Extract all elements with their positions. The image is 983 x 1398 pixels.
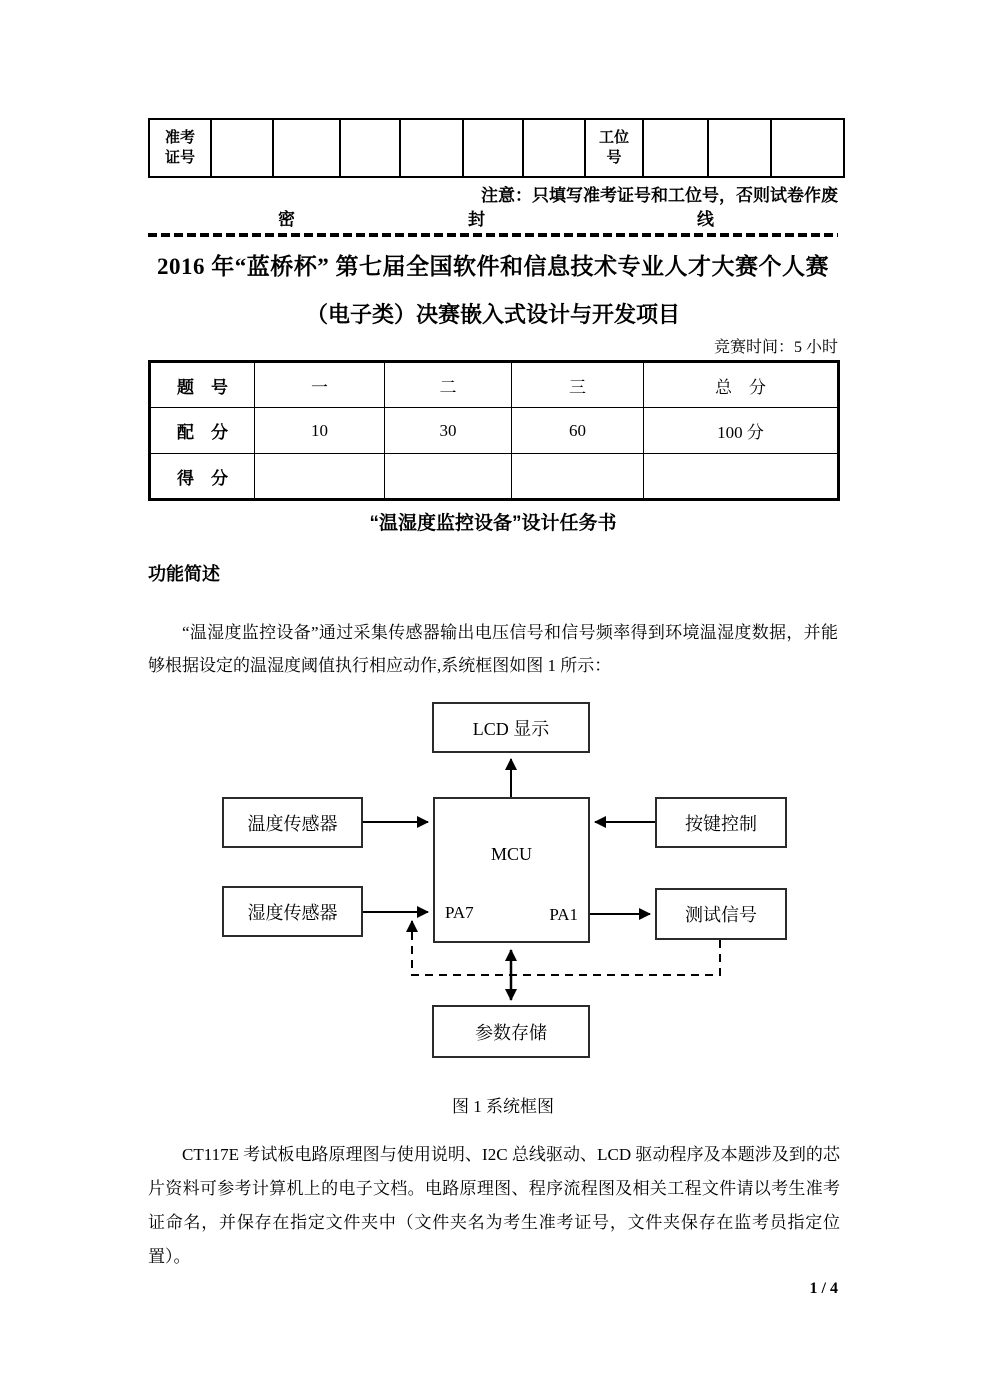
sub-title: （电子类）决赛嵌入式设计与开发项目 [305,302,680,327]
lcd-display-block: LCD 显示 [432,702,590,753]
key-control-block: 按键控制 [655,797,787,848]
intro-paragraph: “温湿度监控设备”通过采集传感器输出电压信号和信号频率得到环境温湿度数据，并能够根据设定的温湿度阈值执行相应动作,系统框图如图 1 所示： [148,623,838,675]
seal-char-feng: 封 [468,210,485,229]
score-table-earned-row [150,454,839,500]
main-title: 2016 年“蓝桥杯” 第七届全国软件和信息技术专业人才大赛个人赛 [157,254,829,279]
earned-total [644,454,839,500]
points-total: 100 分 [644,408,839,454]
diagram-caption: 图 1 系统框图 [452,1097,554,1116]
section-heading-overview: 功能简述 [148,564,220,584]
system-diagram [148,700,838,1068]
workstation-label-line1: 工位 [598,128,629,146]
score-header-label: 题 号 [150,362,255,408]
workstation-label-line2: 号 [606,149,622,166]
mcu-label: MCU [490,844,532,864]
body-paragraph: CT117E 考试板电路原理图与使用说明、I2C 总线驱动、LCD 驱动程序及本题涉及到的芯片资料可参考计算机上的电子文档。电路原理图、程序流程图及相关工程文件请以考生准考证命名，并保存在指定文件夹中（文件夹名为考生准考证号，文件夹保存在监考员指定位置）。 [148,1145,840,1266]
score-header-q2: 二 [385,362,512,408]
admission-cell [340,119,400,177]
pa1-pin-label: PA1 [549,905,578,924]
workstation-cell [643,119,708,177]
admission-cell [273,119,340,177]
admission-label-line1: 准考 [164,128,195,146]
points-label: 配 分 [150,408,255,454]
score-header-q1: 一 [255,362,385,408]
notice-text: 注意：只填写准考证号和工位号，否则试卷作废 [481,186,838,205]
earned-q1 [255,454,385,500]
seal-char-mi: 密 [278,210,295,229]
score-header-total: 总 分 [644,362,839,408]
competition-duration: 竞赛时间：5 小时 [713,339,838,356]
admission-cell [523,119,585,177]
points-q1: 10 [255,408,385,454]
dashed-cut-line [148,233,838,237]
workstation-cell [771,119,844,177]
earned-label: 得 分 [150,454,255,500]
admission-label-line2: 证号 [164,149,195,166]
earned-q2 [385,454,512,500]
param-storage-block: 参数存储 [432,1005,590,1058]
seal-line-row [148,205,838,229]
workstation-cell [708,119,771,177]
admission-number-table [148,118,845,178]
mcu-block [433,797,590,943]
humidity-sensor-block: 湿度传感器 [222,886,363,937]
task-book-title: “温湿度监控设备”设计任务书 [369,513,617,534]
score-table-points-row [150,408,839,454]
workstation-label [585,119,643,177]
admission-cell [211,119,273,177]
page-number: 1 / 4 [809,1280,838,1297]
pa7-pin-label: PA7 [445,903,474,922]
admission-cell [400,119,463,177]
temp-sensor-block: 温度传感器 [222,797,363,848]
admission-cell [463,119,523,177]
score-table [148,360,840,501]
score-header-q3: 三 [512,362,644,408]
points-q3: 60 [512,408,644,454]
points-q2: 30 [385,408,512,454]
score-table-header-row [150,362,839,408]
seal-char-xian: 线 [697,210,714,229]
earned-q3 [512,454,644,500]
test-signal-block: 测试信号 [655,888,787,940]
admission-number-label [149,119,211,177]
